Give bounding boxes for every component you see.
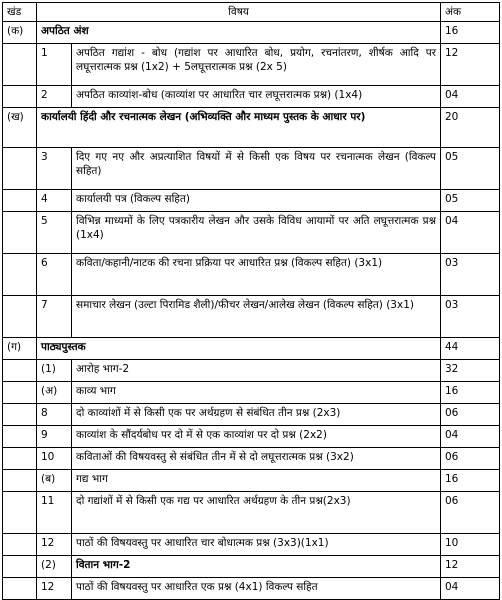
table-row [3, 448, 500, 470]
item-number: 1 [37, 44, 72, 86]
empty-cell [3, 190, 37, 212]
empty-cell [3, 470, 37, 492]
item-text: समाचार लेखन (उल्टा पिरामिड शैली)/फीचर लेखन/आलेख लेखन (विकल्प सहित) (3x1) [72, 296, 441, 338]
header-subject: विषय [37, 3, 441, 22]
item-number: (अ) [37, 382, 72, 404]
item-marks: 05 [441, 190, 500, 212]
header-row [3, 3, 500, 22]
item-marks: 06 [441, 492, 500, 534]
table-row [3, 148, 500, 190]
empty-cell [3, 404, 37, 426]
section-label: (ख) [3, 108, 37, 148]
item-text: वितान भाग-2 [72, 556, 441, 578]
table-row [3, 360, 500, 382]
empty-cell [3, 296, 37, 338]
section-marks: 44 [441, 338, 500, 360]
item-marks: 16 [441, 470, 500, 492]
item-marks: 12 [441, 556, 500, 578]
empty-cell [3, 360, 37, 382]
item-marks: 03 [441, 254, 500, 296]
item-text: पाठों की विषयवस्तु पर आधारित एक प्रश्न (4x1) विकल्प सहित [72, 578, 441, 600]
section-row [3, 22, 500, 44]
empty-cell [3, 578, 37, 600]
item-text: कार्यालयी पत्र (विकल्प सहित) [72, 190, 441, 212]
item-marks: 04 [441, 86, 500, 108]
header-marks: अंक [441, 3, 500, 22]
item-number: (1) [37, 360, 72, 382]
table-row [3, 296, 500, 338]
empty-cell [3, 534, 37, 556]
table-row [3, 426, 500, 448]
syllabus-table [2, 2, 500, 600]
table-row [3, 534, 500, 556]
item-text: गद्य भाग [72, 470, 441, 492]
table-row [3, 190, 500, 212]
item-number: 12 [37, 578, 72, 600]
table-row [3, 492, 500, 534]
table-row [3, 44, 500, 86]
item-number: 9 [37, 426, 72, 448]
item-number: 8 [37, 404, 72, 426]
item-marks: 12 [441, 44, 500, 86]
item-marks: 10 [441, 534, 500, 556]
section-marks: 20 [441, 108, 500, 148]
item-text: अपठित काव्यांश-बोध (काव्यांश पर आधारित चार लघूत्तरात्मक प्रश्न) (1x4) [72, 86, 441, 108]
table-row [3, 404, 500, 426]
section-row [3, 338, 500, 360]
item-text: दो काव्यांशों में से किसी एक पर अर्थग्रहण से संबंधित तीन प्रश्न (2x3) [72, 404, 441, 426]
item-marks: 06 [441, 404, 500, 426]
section-title: पाठ्यपुस्तक [37, 338, 441, 360]
item-number: 5 [37, 212, 72, 254]
section-marks: 16 [441, 22, 500, 44]
section-title: अपठित अंश [37, 22, 441, 44]
item-text: दिए गए नए और अप्रत्याशित विषयों में से किसी एक विषय पर रचनात्मक लेखन (विकल्प सहित) [72, 148, 441, 190]
item-marks: 05 [441, 148, 500, 190]
item-text: कविताओं की विषयवस्तु से संबंधित तीन में से दो लघूत्तरात्मक प्रश्न (3x2) [72, 448, 441, 470]
item-text: काव्यांश के सौंदर्यबोध पर दो में से एक काव्यांश पर दो प्रश्न (2x2) [72, 426, 441, 448]
item-number: (ब) [37, 470, 72, 492]
empty-cell [3, 426, 37, 448]
table-row [3, 254, 500, 296]
empty-cell [3, 86, 37, 108]
item-number: 6 [37, 254, 72, 296]
item-marks: 04 [441, 426, 500, 448]
empty-cell [3, 556, 37, 578]
table-row [3, 382, 500, 404]
item-marks: 32 [441, 360, 500, 382]
item-text: विभिन्न माध्यमों के लिए पत्रकारीय लेखन और उसके विविध आयामों पर अति लघूत्तरात्मक प्रश्न (1x4) [72, 212, 441, 254]
table-row [3, 578, 500, 600]
table-row [3, 212, 500, 254]
item-number: 4 [37, 190, 72, 212]
empty-cell [3, 44, 37, 86]
item-marks: 03 [441, 296, 500, 338]
section-row [3, 108, 500, 148]
item-text: दो गद्यांशों में से किसी एक गद्य पर आधारित अर्थग्रहण के तीन प्रश्न(2x3) [72, 492, 441, 534]
item-number: 2 [37, 86, 72, 108]
empty-cell [3, 448, 37, 470]
item-marks: 04 [441, 578, 500, 600]
item-marks: 04 [441, 212, 500, 254]
item-text: पाठों की विषयवस्तु पर आधारित चार बोधात्मक प्रश्न (3x3)(1x1) [72, 534, 441, 556]
header-section: खंड [3, 3, 37, 22]
table-row [3, 86, 500, 108]
item-text: कविता/कहानी/नाटक की रचना प्रक्रिया पर आधारित प्रश्न (विकल्प सहित) (3x1) [72, 254, 441, 296]
item-number: 12 [37, 534, 72, 556]
section-label: (ग) [3, 338, 37, 360]
item-number: 10 [37, 448, 72, 470]
item-number: 7 [37, 296, 72, 338]
empty-cell [3, 148, 37, 190]
section-title: कार्यालयी हिंदी और रचनात्मक लेखन (अभिव्यक्ति और माध्यम पुस्तक के आधार पर) [37, 108, 441, 148]
item-number: 3 [37, 148, 72, 190]
item-text: काव्य भाग [72, 382, 441, 404]
item-number: 11 [37, 492, 72, 534]
table-row [3, 470, 500, 492]
item-text: अपठित गद्यांश - बोध (गद्यांश पर आधारित बोध, प्रयोग, रचनांतरण, शीर्षक आदि पर लघूत्तरात्मक प्रश्न (1x2) + 5लघूत्तरात्मक प्रश्न (2x 5) [72, 44, 441, 86]
item-marks: 06 [441, 448, 500, 470]
empty-cell [3, 382, 37, 404]
item-text: आरोह भाग-2 [72, 360, 441, 382]
empty-cell [3, 492, 37, 534]
section-label: (क) [3, 22, 37, 44]
empty-cell [3, 212, 37, 254]
empty-cell [3, 254, 37, 296]
item-number: (2) [37, 556, 72, 578]
table-row [3, 556, 500, 578]
item-marks: 16 [441, 382, 500, 404]
